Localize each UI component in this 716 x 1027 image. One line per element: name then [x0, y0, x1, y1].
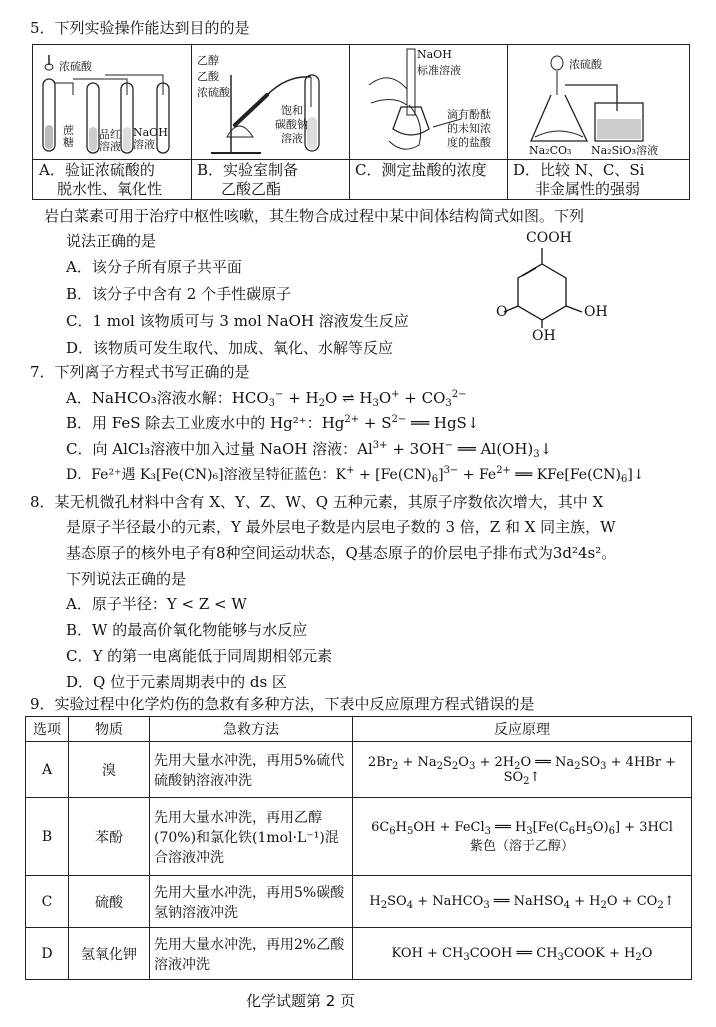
table-row [26, 798, 692, 876]
struct-oh-bottom: OH [532, 328, 556, 344]
table-row [26, 876, 692, 928]
q8-option-b: B．W 的最高价氧化物能够与水反应 [66, 621, 308, 639]
label-acetic-acid: 乙酸 [197, 70, 219, 83]
row-d-method: 先用大量水冲洗，再用2%乙酸溶液冲洗 [150, 928, 353, 980]
row-d-option: D [26, 928, 69, 980]
q8-stem-line4: 下列说法正确的是 [66, 570, 187, 588]
caption-d-line1: D．比较 N、C、Si [513, 161, 645, 179]
q9-stem: 9．实验过程中化学灼伤的急救有多种方法，下表中反应原理方程式错误的是 [30, 695, 535, 713]
caption-b-line1: B．实验室制备 [197, 161, 299, 179]
label-unknown-conc: 的未知浓 [447, 122, 491, 135]
label-conc-h2so4-b: 浓硫酸 [197, 86, 230, 99]
q9-header-principle: 反应原理 [353, 717, 692, 742]
row-d-substance: 氢氧化钾 [69, 928, 150, 980]
row-c-method: 先用大量水冲洗，再用5%碳酸氢钠溶液冲洗 [150, 876, 353, 928]
label-conc-h2so4: 浓硫酸 [59, 60, 92, 73]
q9-header-row [26, 717, 692, 742]
struct-oh-right: OH [584, 304, 608, 320]
struct-ketone-o: O [496, 304, 508, 320]
q9-header-method: 急救方法 [150, 717, 353, 742]
caption-c-line1: C．测定盐酸的浓度 [355, 161, 487, 179]
q9-header-option: 选项 [26, 717, 69, 742]
row-a-substance: 溴 [69, 742, 150, 798]
row-c-option: C [26, 876, 69, 928]
label-phenolphthalein: 滴有酚酞 [447, 108, 491, 121]
q9-header-substance: 物质 [69, 717, 150, 742]
q8-stem-line3: 基态原子的核外电子有8种空间运动状态，Q基态原子的价层电子排布式为3d²4s²。 [66, 544, 617, 562]
apparatus-a-drawing [33, 45, 191, 160]
row-a-option: A [26, 742, 69, 798]
q7-a-label: A．NaHCO₃溶液水解： [66, 389, 232, 407]
label-conc-h2so4-d: 浓硫酸 [569, 58, 602, 71]
q7-option-b: B．用 FeS 除去工业废水中的 Hg²⁺：$Hg^{2+} + S^{2-}$ ══ HgS↓ [66, 414, 480, 432]
row-b-method: 先用大量水冲洗，再用乙醇(70%)和氯化铁(1mol·L⁻¹)混合溶液冲洗 [150, 798, 353, 876]
row-d-equation: KOH + $CH_3COOH$ ══ $CH_3COOK + H_2O$ [353, 928, 692, 980]
q5-stem: 5．下列实验操作能达到目的的是 [30, 19, 250, 37]
apparatus-b [191, 45, 350, 199]
label-naoh-std: NaOH [417, 48, 452, 61]
q8-stem-line2: 是原子半径最小的元素，Y 最外层电子数是内层电子数的 3 倍，Z 和 X 同主族，W [66, 518, 616, 536]
row-c-substance: 硫酸 [69, 876, 150, 928]
q6-stem-line1: 岩白菜素可用于治疗中枢性咳嗽，其生物合成过程中某中间体结构简式如图。下列 [44, 207, 585, 225]
q7-option-a: A．NaHCO₃溶液水解：$HCO_3^- + H_2O$ ⇌ $H_3O^+ + CO_3^{2-}$ [66, 389, 467, 409]
q7-stem: 7．下列离子方程式书写正确的是 [30, 363, 250, 381]
q5-apparatus-grid [32, 44, 690, 200]
label-na2co3: Na₂CO₃ [529, 144, 572, 157]
q9-table [25, 716, 692, 980]
apparatus-a [33, 45, 192, 199]
row-a-equation: $2Br_2 + Na_2S_2O_3 + 2H_2O$ ══ $Na_2SO_3 + 4HBr$ + $SO_2↑$ [353, 742, 692, 798]
apparatus-c-caption [355, 161, 503, 180]
apparatus-c [349, 45, 508, 199]
q6-option-d: D．该物质可发生取代、加成、氧化、水解等反应 [66, 339, 394, 357]
q7-d-label: D．Fe²⁺遇 K₃[Fe(CN)₆]溶液呈特征蓝色： [66, 467, 336, 483]
apparatus-d-drawing [507, 45, 689, 160]
caption-a-line2: 脱水性、氧化性 [57, 180, 163, 198]
q8-option-c: C．Y 的第一电离能低于同周期相邻元素 [66, 647, 333, 665]
apparatus-a-caption [39, 161, 187, 199]
table-row [26, 742, 692, 798]
q8-option-a: A．原子半径：Y < Z < W [66, 595, 247, 613]
row-b-substance: 苯酚 [69, 798, 150, 876]
caption-a-line1: A．验证浓硫酸的 [39, 161, 155, 179]
apparatus-d [507, 45, 689, 199]
q8-stem-line1: 8．某无机微孔材料中含有 X、Y、Z、W、Q 五种元素，其原子序数依次增大，其中 X [30, 493, 604, 511]
row-b-option: B [26, 798, 69, 876]
q7-option-c: C．向 AlCl₃溶液中加入过量 NaOH 溶液：$Al^{3+} + 3OH^-$ ══ $Al(OH)_3↓$ [66, 440, 553, 460]
row-c-equation: $H_2SO_4$ + NaHCO$_3$ ══ NaHSO$_4$ + $H_2O$ + $CO_2↑$ [353, 876, 692, 928]
row-a-method: 先用大量水冲洗，再用5%硫代硫酸钠溶液冲洗 [150, 742, 353, 798]
label-standard-solution: 标准溶液 [417, 64, 461, 77]
label-saturated: 饱和 [281, 104, 303, 117]
label-solution: 溶液 [281, 132, 303, 145]
q6-option-a: A．该分子所有原子共平面 [66, 258, 242, 276]
row-b-note: 紫色（溶于乙醇） [469, 838, 574, 854]
q6-structure [496, 228, 626, 346]
label-magenta: 品红溶液 [99, 128, 121, 153]
label-hcl: 度的盐酸 [447, 136, 491, 149]
q7-c-label: C．向 AlCl₃溶液中加入过量 NaOH 溶液： [66, 440, 358, 458]
apparatus-b-caption [197, 161, 345, 199]
q7-option-d: D．Fe²⁺遇 K₃[Fe(CN)₆]溶液呈特征蓝色：$K^+ + [Fe(CN)_6]^{3-} + Fe^{2+}$ ══ $KFe[Fe(CN)_6]↓$ [66, 465, 645, 485]
caption-d-line2: 非金属性的强弱 [535, 180, 641, 198]
label-na2sio3: Na₂SiO₃溶液 [591, 144, 659, 157]
apparatus-c-drawing [349, 45, 507, 160]
table-row [26, 928, 692, 980]
q6-option-b: B．该分子中含有 2 个手性碳原子 [66, 285, 292, 303]
apparatus-b-drawing [191, 45, 349, 160]
row-b-equation: $6C_6H_5OH$ + FeCl$_3$ ══ $H_3[Fe(C_6H_5O)_6] + 3HCl$ 紫色（溶于乙醇） [353, 798, 692, 876]
page-footer: 化学试题第 2 页 [246, 992, 356, 1010]
caption-b-line2: 乙酸乙酯 [221, 180, 282, 198]
label-ethanol: 乙醇 [197, 54, 219, 67]
label-naoh: NaOH溶液 [133, 126, 168, 151]
q6-stem-line2: 说法正确的是 [66, 232, 157, 250]
label-sodium-carbonate: 碳酸钠 [275, 118, 308, 131]
q6-option-c: C．1 mol 该物质可与 3 mol NaOH 溶液发生反应 [66, 312, 409, 330]
q8-option-d: D．Q 位于元素周期表中的 ds 区 [66, 673, 287, 691]
struct-cooh: COOH [526, 230, 572, 246]
apparatus-d-caption [513, 161, 685, 199]
label-sucrose: 蔗糖 [63, 124, 74, 149]
q7-b-label: B．用 FeS 除去工业废水中的 Hg²⁺： [66, 414, 322, 432]
